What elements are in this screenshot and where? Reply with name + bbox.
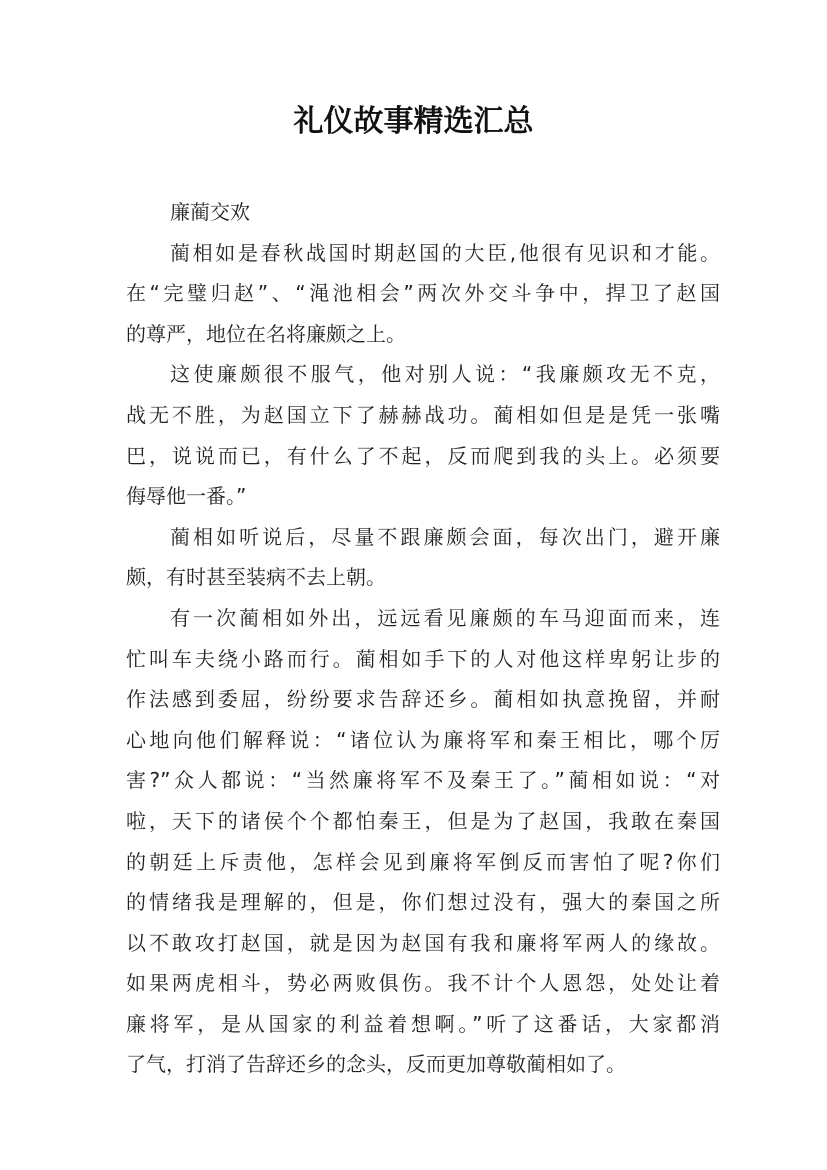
- body-line: 战无不胜，为赵国立下了赫赫战功。蔺相如但是是凭一张嘴: [126, 402, 720, 427]
- body-line: 如果两虎相斗，势必两败俱伤。我不计个人恩怨，处处让着: [126, 971, 720, 996]
- body-line: 忙叫车夫绕小路而行。蔺相如手下的人对他这样卑躬让步的: [126, 646, 720, 671]
- body-line: 的尊严，地位在名将廉颇之上。: [126, 321, 406, 346]
- body-line: 以不敢攻打赵国，就是因为赵国有我和廉将军两人的缘故。: [126, 930, 720, 955]
- body-line: 作法感到委屈，纷纷要求告辞还乡。蔺相如执意挽留，并耐: [126, 687, 720, 712]
- body-line: 的朝廷上斥责他，怎样会见到廉将军倒反而害怕了呢?你们: [126, 849, 720, 874]
- body-line: 有一次蔺相如外出，远远看见廉颇的车马迎面而来，连: [170, 605, 720, 630]
- body-line: 廉蔺交欢: [170, 200, 250, 224]
- body-line: 这使廉颇很不服气，他对别人说：“我廉颇攻无不克，: [170, 362, 720, 387]
- body-line: 颇，有时甚至装病不去上朝。: [126, 565, 386, 590]
- body-line: 的情绪我是理解的，但是，你们想过没有，强大的秦国之所: [126, 890, 720, 915]
- body-line: 了气，打消了告辞还乡的念头，反而更加尊敬蔺相如了。: [126, 1052, 626, 1077]
- document-title: 礼仪故事精选汇总: [293, 104, 534, 139]
- body-line: 在“完璧归赵”、“渑池相会”两次外交斗争中，捍卫了赵国: [126, 281, 720, 306]
- body-line: 蔺相如是春秋战国时期赵国的大臣,他很有见识和才能。: [170, 240, 720, 265]
- body-line: 巴，说说而已，有什么了不起，反而爬到我的头上。必须要: [126, 443, 720, 468]
- document-body: [126, 192, 720, 1085]
- body-line: 蔺相如听说后，尽量不跟廉颇会面，每次出门，避开廉: [170, 524, 720, 549]
- body-line: 啦，天下的诸侯个个都怕秦王，但是为了赵国，我敢在秦国: [126, 808, 720, 833]
- body-line: 害?”众人都说：“当然廉将军不及秦王了。”蔺相如说：“对: [126, 768, 720, 793]
- body-line: 廉将军，是从国家的利益着想啊。”听了这番话，大家都消: [126, 1011, 720, 1036]
- body-line: 心地向他们解释说：“诸位认为廉将军和秦王相比，哪个厉: [126, 727, 720, 752]
- body-line: 侮辱他一番。”: [126, 484, 247, 509]
